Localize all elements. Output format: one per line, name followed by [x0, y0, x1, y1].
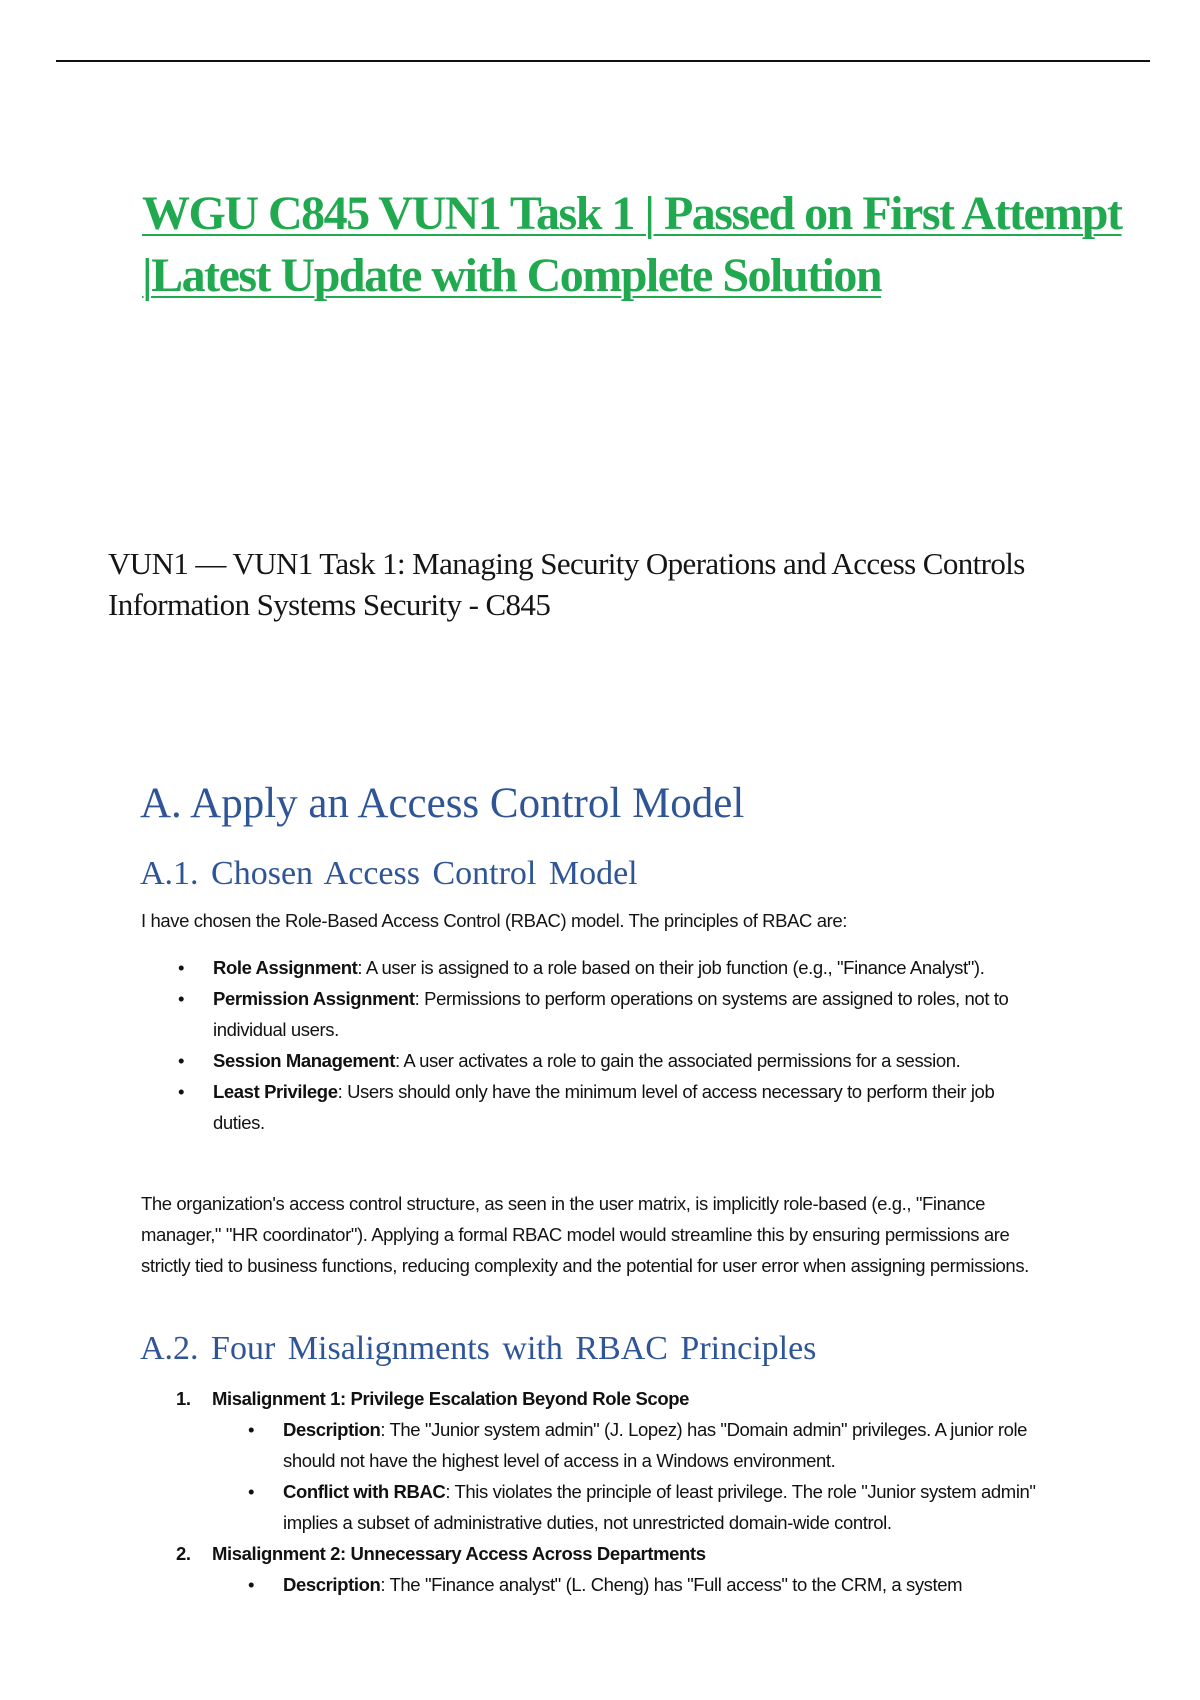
- section-a1-heading: A.1. Chosen Access Control Model: [140, 855, 638, 892]
- sub-list-item: [176, 1569, 1076, 1600]
- bullet-icon: •: [248, 1419, 255, 1440]
- bullet-term: Role Assignment: [213, 957, 358, 978]
- document-title-line-1: WGU C845 VUN1 Task 1 | Passed on First Attempt: [142, 187, 1122, 240]
- bullet-term: Permission Assignment: [213, 988, 415, 1009]
- list-item: [176, 1538, 1076, 1569]
- list-item: [178, 1076, 1038, 1138]
- section-a-heading: A. Apply an Access Control Model: [140, 780, 745, 827]
- bullet-text: : A user is assigned to a role based on their job function (e.g., "Finance Analyst").: [357, 957, 985, 978]
- list-item: [178, 983, 1038, 1045]
- list-item: [178, 1045, 1038, 1076]
- bullet-icon: •: [178, 988, 185, 1009]
- bullet-text: : A user activates a role to gain the associated permissions for a session.: [394, 1050, 961, 1071]
- item-number: 2.: [176, 1543, 191, 1564]
- item-title: Misalignment 2: Unnecessary Access Across Departments: [212, 1543, 706, 1564]
- list-item: [176, 1383, 1076, 1414]
- bullet-icon: •: [248, 1574, 255, 1595]
- document-title-line-2: |Latest Update with Complete Solution: [142, 249, 882, 302]
- section-a2-heading: A.2. Four Misalignments with RBAC Principles: [140, 1330, 817, 1367]
- a1-intro-text: I have chosen the Role-Based Access Control (RBAC) model. The principles of RBAC are:: [141, 910, 848, 931]
- bullet-text: : This violates the principle of least privilege. The role "Junior system admin" implies a subset of administrative duties, not unrestricted domain-wide control.: [283, 1481, 1036, 1533]
- bullet-text: : The "Junior system admin" (J. Lopez) has "Domain admin" privileges. A junior role should not have the highest level of access in a Windows environment.: [283, 1419, 1028, 1471]
- bullet-term: Least Privilege: [213, 1081, 338, 1102]
- bullet-term: Description: [283, 1574, 381, 1595]
- course-task-title: VUN1 — VUN1 Task 1: Managing Security Operations and Access Controls: [108, 546, 1025, 581]
- bullet-term: Session Management: [213, 1050, 395, 1071]
- bullet-icon: •: [178, 1050, 185, 1071]
- bullet-term: Conflict with RBAC: [283, 1481, 446, 1502]
- list-item: [178, 952, 1038, 983]
- bullet-text: : Users should only have the minimum level of access necessary to perform their job duties.: [213, 1081, 995, 1133]
- sub-list-item: [176, 1414, 1076, 1476]
- misalignments-list: [176, 1383, 1076, 1600]
- bullet-text: : The "Finance analyst" (L. Cheng) has "Full access" to the CRM, a system: [380, 1574, 963, 1595]
- sub-list-item: [176, 1476, 1076, 1538]
- course-info: [108, 543, 1108, 625]
- a1-paragraph: The organization's access control structure, as seen in the user matrix, is implicitly role-based (e.g., "Finance manager," "HR coordinator"). Applying a formal RBAC model would streamline this by ensuring permissions are strictly tied to business functions, reducing complexity and the potential for user error when assigning permissions.: [141, 1193, 1029, 1276]
- bullet-icon: •: [178, 957, 185, 978]
- bullet-term: Description: [283, 1419, 381, 1440]
- item-title: Misalignment 1: Privilege Escalation Beyond Role Scope: [212, 1388, 690, 1409]
- rbac-principles-list: [178, 952, 1038, 1138]
- bullet-text: : Permissions to perform operations on systems are assigned to roles, not to individual users.: [213, 988, 1009, 1040]
- item-number: 1.: [176, 1388, 191, 1409]
- bullet-icon: •: [248, 1481, 255, 1502]
- course-name: Information Systems Security - C845: [108, 587, 551, 622]
- document-title: [142, 183, 1142, 307]
- bullet-icon: •: [178, 1081, 185, 1102]
- top-horizontal-rule: [56, 60, 1150, 62]
